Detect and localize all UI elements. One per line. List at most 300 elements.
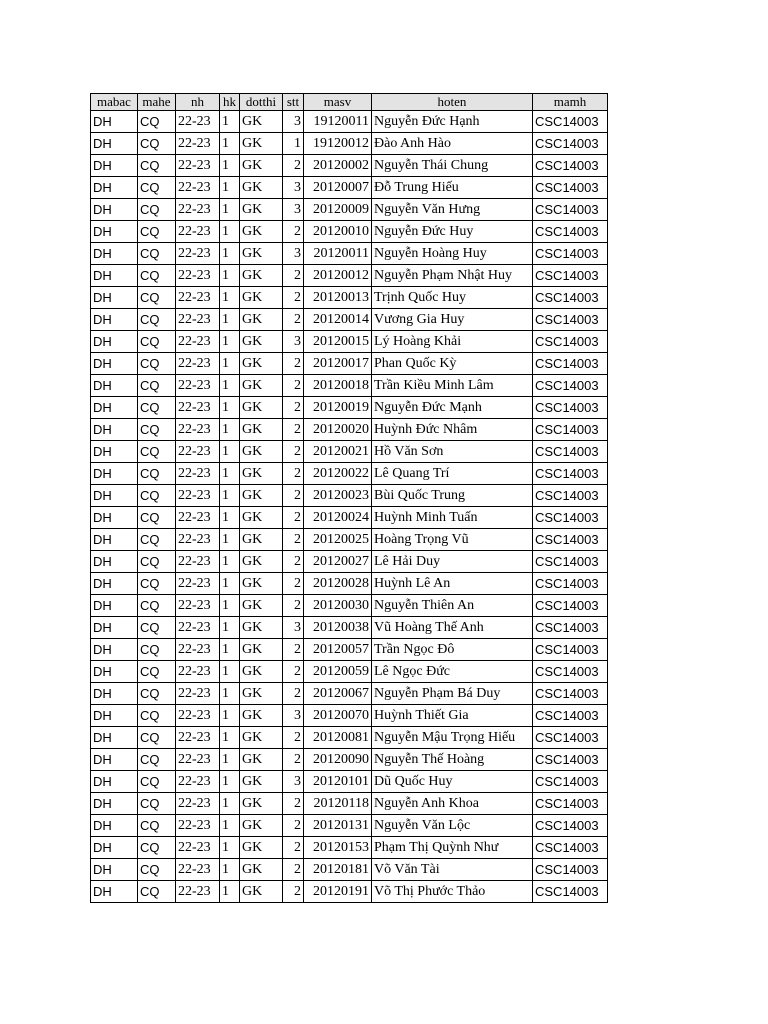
cell-hoten: Dũ Quốc Huy: [372, 771, 533, 793]
cell-dotthi: GK: [240, 309, 283, 331]
cell-masv: 20120030: [304, 595, 372, 617]
cell-dotthi: GK: [240, 397, 283, 419]
cell-stt: 2: [283, 639, 304, 661]
header-stt: stt: [283, 94, 304, 111]
cell-nh: 22-23: [176, 705, 220, 727]
cell-hk: 1: [220, 617, 240, 639]
table-row: [91, 287, 608, 309]
cell-mahe: CQ: [138, 683, 176, 705]
cell-nh: 22-23: [176, 397, 220, 419]
cell-nh: 22-23: [176, 881, 220, 903]
table-row: [91, 881, 608, 903]
cell-masv: 20120057: [304, 639, 372, 661]
cell-stt: 2: [283, 309, 304, 331]
table-row: [91, 837, 608, 859]
cell-hoten: Lý Hoàng Khải: [372, 331, 533, 353]
cell-masv: 20120023: [304, 485, 372, 507]
cell-dotthi: GK: [240, 815, 283, 837]
cell-hk: 1: [220, 771, 240, 793]
cell-mabac: DH: [91, 771, 138, 793]
cell-mamh: CSC14003: [533, 331, 608, 353]
cell-hk: 1: [220, 529, 240, 551]
cell-stt: 3: [283, 617, 304, 639]
cell-nh: 22-23: [176, 419, 220, 441]
cell-masv: 20120012: [304, 265, 372, 287]
cell-stt: 2: [283, 529, 304, 551]
cell-hoten: Nguyễn Đức Huy: [372, 221, 533, 243]
cell-mahe: CQ: [138, 243, 176, 265]
cell-hk: 1: [220, 639, 240, 661]
cell-mahe: CQ: [138, 639, 176, 661]
cell-stt: 2: [283, 507, 304, 529]
cell-mahe: CQ: [138, 133, 176, 155]
cell-dotthi: GK: [240, 771, 283, 793]
cell-mahe: CQ: [138, 705, 176, 727]
cell-dotthi: GK: [240, 111, 283, 133]
header-row: [91, 94, 608, 111]
cell-mamh: CSC14003: [533, 397, 608, 419]
table-row: [91, 199, 608, 221]
cell-nh: 22-23: [176, 859, 220, 881]
cell-mamh: CSC14003: [533, 265, 608, 287]
cell-stt: 2: [283, 793, 304, 815]
cell-mabac: DH: [91, 595, 138, 617]
cell-hk: 1: [220, 111, 240, 133]
cell-mamh: CSC14003: [533, 199, 608, 221]
cell-mabac: DH: [91, 155, 138, 177]
cell-hoten: Lê Hải Duy: [372, 551, 533, 573]
cell-nh: 22-23: [176, 771, 220, 793]
cell-mahe: CQ: [138, 287, 176, 309]
cell-mabac: DH: [91, 837, 138, 859]
cell-nh: 22-23: [176, 639, 220, 661]
cell-mahe: CQ: [138, 859, 176, 881]
cell-hoten: Nguyễn Đức Hạnh: [372, 111, 533, 133]
cell-dotthi: GK: [240, 793, 283, 815]
cell-hoten: Phan Quốc Kỳ: [372, 353, 533, 375]
cell-masv: 20120017: [304, 353, 372, 375]
cell-masv: 20120191: [304, 881, 372, 903]
cell-hk: 1: [220, 177, 240, 199]
cell-hoten: Nguyễn Thế Hoàng: [372, 749, 533, 771]
cell-stt: 3: [283, 771, 304, 793]
cell-mamh: CSC14003: [533, 617, 608, 639]
cell-dotthi: GK: [240, 639, 283, 661]
cell-stt: 2: [283, 397, 304, 419]
cell-mabac: DH: [91, 375, 138, 397]
cell-masv: 20120059: [304, 661, 372, 683]
cell-mamh: CSC14003: [533, 573, 608, 595]
table-row: [91, 793, 608, 815]
header-mamh: mamh: [533, 94, 608, 111]
cell-stt: 2: [283, 573, 304, 595]
cell-mamh: CSC14003: [533, 837, 608, 859]
cell-stt: 2: [283, 661, 304, 683]
cell-dotthi: GK: [240, 177, 283, 199]
cell-masv: 20120013: [304, 287, 372, 309]
cell-mahe: CQ: [138, 595, 176, 617]
cell-stt: 1: [283, 133, 304, 155]
cell-dotthi: GK: [240, 353, 283, 375]
table-row: [91, 771, 608, 793]
cell-hoten: Nguyễn Hoàng Huy: [372, 243, 533, 265]
cell-stt: 3: [283, 705, 304, 727]
cell-hoten: Huỳnh Đức Nhâm: [372, 419, 533, 441]
cell-masv: 20120010: [304, 221, 372, 243]
cell-hoten: Võ Văn Tài: [372, 859, 533, 881]
cell-mamh: CSC14003: [533, 133, 608, 155]
cell-masv: 20120002: [304, 155, 372, 177]
cell-hk: 1: [220, 199, 240, 221]
cell-masv: 20120131: [304, 815, 372, 837]
cell-mamh: CSC14003: [533, 221, 608, 243]
cell-mabac: DH: [91, 111, 138, 133]
cell-mabac: DH: [91, 419, 138, 441]
cell-dotthi: GK: [240, 331, 283, 353]
cell-masv: 20120009: [304, 199, 372, 221]
cell-mabac: DH: [91, 507, 138, 529]
cell-hoten: Trần Ngọc Đô: [372, 639, 533, 661]
cell-mahe: CQ: [138, 815, 176, 837]
cell-stt: 2: [283, 749, 304, 771]
cell-stt: 2: [283, 683, 304, 705]
cell-hk: 1: [220, 683, 240, 705]
cell-mabac: DH: [91, 617, 138, 639]
cell-mahe: CQ: [138, 397, 176, 419]
cell-hk: 1: [220, 243, 240, 265]
cell-mamh: CSC14003: [533, 243, 608, 265]
cell-mahe: CQ: [138, 419, 176, 441]
cell-mahe: CQ: [138, 749, 176, 771]
cell-nh: 22-23: [176, 199, 220, 221]
cell-mamh: CSC14003: [533, 177, 608, 199]
cell-masv: 20120181: [304, 859, 372, 881]
table-row: [91, 419, 608, 441]
cell-stt: 2: [283, 727, 304, 749]
cell-dotthi: GK: [240, 155, 283, 177]
cell-hk: 1: [220, 661, 240, 683]
cell-masv: 20120067: [304, 683, 372, 705]
header-dotthi: dotthi: [240, 94, 283, 111]
cell-mamh: CSC14003: [533, 815, 608, 837]
cell-hoten: Lê Ngọc Đức: [372, 661, 533, 683]
table-row: [91, 243, 608, 265]
cell-hk: 1: [220, 793, 240, 815]
table-row: [91, 177, 608, 199]
cell-stt: 2: [283, 463, 304, 485]
cell-stt: 2: [283, 551, 304, 573]
cell-masv: 20120015: [304, 331, 372, 353]
cell-nh: 22-23: [176, 793, 220, 815]
cell-mabac: DH: [91, 529, 138, 551]
cell-mabac: DH: [91, 441, 138, 463]
cell-hk: 1: [220, 595, 240, 617]
cell-nh: 22-23: [176, 463, 220, 485]
header-masv: masv: [304, 94, 372, 111]
cell-hk: 1: [220, 397, 240, 419]
cell-hk: 1: [220, 705, 240, 727]
table-row: [91, 111, 608, 133]
cell-masv: 20120081: [304, 727, 372, 749]
cell-hoten: Huỳnh Minh Tuấn: [372, 507, 533, 529]
cell-mahe: CQ: [138, 265, 176, 287]
cell-masv: 20120020: [304, 419, 372, 441]
cell-dotthi: GK: [240, 463, 283, 485]
cell-hk: 1: [220, 485, 240, 507]
header-hoten: hoten: [372, 94, 533, 111]
cell-stt: 3: [283, 111, 304, 133]
table-row: [91, 529, 608, 551]
cell-mabac: DH: [91, 639, 138, 661]
cell-mahe: CQ: [138, 661, 176, 683]
cell-dotthi: GK: [240, 705, 283, 727]
cell-mabac: DH: [91, 243, 138, 265]
cell-mamh: CSC14003: [533, 551, 608, 573]
cell-dotthi: GK: [240, 551, 283, 573]
cell-hoten: Hoàng Trọng Vũ: [372, 529, 533, 551]
cell-mamh: CSC14003: [533, 595, 608, 617]
table-row: [91, 661, 608, 683]
cell-mahe: CQ: [138, 617, 176, 639]
cell-mabac: DH: [91, 661, 138, 683]
cell-hk: 1: [220, 155, 240, 177]
cell-dotthi: GK: [240, 265, 283, 287]
cell-mahe: CQ: [138, 837, 176, 859]
cell-nh: 22-23: [176, 309, 220, 331]
cell-mamh: CSC14003: [533, 419, 608, 441]
table-row: [91, 331, 608, 353]
cell-stt: 2: [283, 419, 304, 441]
cell-dotthi: GK: [240, 243, 283, 265]
cell-masv: 20120025: [304, 529, 372, 551]
cell-mahe: CQ: [138, 221, 176, 243]
cell-masv: 20120021: [304, 441, 372, 463]
cell-mabac: DH: [91, 881, 138, 903]
table-row: [91, 595, 608, 617]
cell-nh: 22-23: [176, 375, 220, 397]
cell-masv: 20120014: [304, 309, 372, 331]
cell-nh: 22-23: [176, 749, 220, 771]
cell-hk: 1: [220, 133, 240, 155]
cell-mahe: CQ: [138, 331, 176, 353]
cell-dotthi: GK: [240, 287, 283, 309]
cell-stt: 3: [283, 199, 304, 221]
cell-masv: 20120019: [304, 397, 372, 419]
student-table: [90, 93, 608, 903]
cell-mamh: CSC14003: [533, 353, 608, 375]
cell-stt: 3: [283, 243, 304, 265]
cell-nh: 22-23: [176, 837, 220, 859]
cell-dotthi: GK: [240, 837, 283, 859]
cell-mamh: CSC14003: [533, 859, 608, 881]
cell-dotthi: GK: [240, 529, 283, 551]
table-body: [91, 111, 608, 903]
cell-nh: 22-23: [176, 727, 220, 749]
table-row: [91, 507, 608, 529]
cell-hoten: Hồ Văn Sơn: [372, 441, 533, 463]
table-row: [91, 463, 608, 485]
cell-mamh: CSC14003: [533, 529, 608, 551]
table-row: [91, 221, 608, 243]
cell-nh: 22-23: [176, 155, 220, 177]
cell-masv: 20120028: [304, 573, 372, 595]
table-row: [91, 705, 608, 727]
table-row: [91, 397, 608, 419]
cell-mabac: DH: [91, 199, 138, 221]
table-row: [91, 265, 608, 287]
cell-hoten: Nguyễn Phạm Bá Duy: [372, 683, 533, 705]
cell-dotthi: GK: [240, 617, 283, 639]
cell-mahe: CQ: [138, 199, 176, 221]
cell-hoten: Huỳnh Lê An: [372, 573, 533, 595]
cell-hk: 1: [220, 881, 240, 903]
cell-mamh: CSC14003: [533, 771, 608, 793]
table-row: [91, 573, 608, 595]
cell-dotthi: GK: [240, 133, 283, 155]
cell-mahe: CQ: [138, 177, 176, 199]
cell-mabac: DH: [91, 705, 138, 727]
cell-hoten: Huỳnh Thiết Gia: [372, 705, 533, 727]
cell-dotthi: GK: [240, 749, 283, 771]
cell-stt: 2: [283, 815, 304, 837]
cell-nh: 22-23: [176, 507, 220, 529]
cell-hk: 1: [220, 837, 240, 859]
cell-dotthi: GK: [240, 485, 283, 507]
cell-stt: 3: [283, 177, 304, 199]
cell-mahe: CQ: [138, 155, 176, 177]
cell-nh: 22-23: [176, 441, 220, 463]
cell-hk: 1: [220, 859, 240, 881]
cell-hoten: Nguyễn Phạm Nhật Huy: [372, 265, 533, 287]
cell-mabac: DH: [91, 265, 138, 287]
cell-mabac: DH: [91, 177, 138, 199]
cell-hoten: Vũ Hoàng Thế Anh: [372, 617, 533, 639]
cell-mamh: CSC14003: [533, 111, 608, 133]
table-row: [91, 441, 608, 463]
cell-nh: 22-23: [176, 265, 220, 287]
cell-hk: 1: [220, 287, 240, 309]
cell-dotthi: GK: [240, 221, 283, 243]
cell-mabac: DH: [91, 727, 138, 749]
cell-mamh: CSC14003: [533, 727, 608, 749]
cell-mamh: CSC14003: [533, 661, 608, 683]
cell-stt: 2: [283, 155, 304, 177]
cell-hk: 1: [220, 309, 240, 331]
cell-hoten: Nguyễn Mậu Trọng Hiếu: [372, 727, 533, 749]
cell-mabac: DH: [91, 573, 138, 595]
cell-masv: 20120090: [304, 749, 372, 771]
cell-mahe: CQ: [138, 441, 176, 463]
cell-masv: 20120027: [304, 551, 372, 573]
cell-nh: 22-23: [176, 133, 220, 155]
cell-hk: 1: [220, 331, 240, 353]
cell-nh: 22-23: [176, 661, 220, 683]
cell-dotthi: GK: [240, 881, 283, 903]
cell-mabac: DH: [91, 815, 138, 837]
cell-masv: 20120018: [304, 375, 372, 397]
table-row: [91, 375, 608, 397]
cell-hoten: Bùi Quốc Trung: [372, 485, 533, 507]
cell-hoten: Trần Kiều Minh Lâm: [372, 375, 533, 397]
cell-hoten: Nguyễn Anh Khoa: [372, 793, 533, 815]
cell-mamh: CSC14003: [533, 155, 608, 177]
cell-mamh: CSC14003: [533, 375, 608, 397]
table-row: [91, 485, 608, 507]
cell-hoten: Lê Quang Trí: [372, 463, 533, 485]
table-row: [91, 815, 608, 837]
cell-mabac: DH: [91, 859, 138, 881]
table-row: [91, 353, 608, 375]
cell-mamh: CSC14003: [533, 881, 608, 903]
cell-stt: 2: [283, 287, 304, 309]
cell-dotthi: GK: [240, 661, 283, 683]
cell-nh: 22-23: [176, 287, 220, 309]
cell-hk: 1: [220, 815, 240, 837]
cell-stt: 2: [283, 353, 304, 375]
cell-dotthi: GK: [240, 573, 283, 595]
cell-masv: 20120118: [304, 793, 372, 815]
cell-hk: 1: [220, 375, 240, 397]
cell-mahe: CQ: [138, 111, 176, 133]
cell-mabac: DH: [91, 463, 138, 485]
cell-mabac: DH: [91, 485, 138, 507]
table-row: [91, 859, 608, 881]
cell-mabac: DH: [91, 309, 138, 331]
cell-hk: 1: [220, 221, 240, 243]
cell-dotthi: GK: [240, 683, 283, 705]
cell-mabac: DH: [91, 331, 138, 353]
cell-mamh: CSC14003: [533, 639, 608, 661]
cell-nh: 22-23: [176, 331, 220, 353]
cell-stt: 2: [283, 859, 304, 881]
cell-mabac: DH: [91, 287, 138, 309]
cell-hoten: Nguyễn Văn Hưng: [372, 199, 533, 221]
cell-mahe: CQ: [138, 485, 176, 507]
cell-mahe: CQ: [138, 793, 176, 815]
cell-stt: 2: [283, 221, 304, 243]
cell-mamh: CSC14003: [533, 463, 608, 485]
table-header: [91, 94, 608, 111]
cell-mahe: CQ: [138, 881, 176, 903]
cell-masv: 20120070: [304, 705, 372, 727]
cell-nh: 22-23: [176, 111, 220, 133]
cell-mamh: CSC14003: [533, 793, 608, 815]
cell-mamh: CSC14003: [533, 705, 608, 727]
cell-nh: 22-23: [176, 353, 220, 375]
cell-hk: 1: [220, 749, 240, 771]
cell-nh: 22-23: [176, 243, 220, 265]
cell-mabac: DH: [91, 221, 138, 243]
header-nh: nh: [176, 94, 220, 111]
cell-mamh: CSC14003: [533, 309, 608, 331]
cell-hoten: Nguyễn Đức Mạnh: [372, 397, 533, 419]
cell-masv: 19120011: [304, 111, 372, 133]
cell-stt: 2: [283, 485, 304, 507]
cell-hk: 1: [220, 353, 240, 375]
cell-nh: 22-23: [176, 551, 220, 573]
cell-hk: 1: [220, 573, 240, 595]
cell-dotthi: GK: [240, 859, 283, 881]
cell-mabac: DH: [91, 397, 138, 419]
cell-stt: 2: [283, 837, 304, 859]
cell-hoten: Vương Gia Huy: [372, 309, 533, 331]
cell-stt: 3: [283, 331, 304, 353]
cell-dotthi: GK: [240, 199, 283, 221]
cell-masv: 20120022: [304, 463, 372, 485]
cell-mamh: CSC14003: [533, 507, 608, 529]
cell-mabac: DH: [91, 353, 138, 375]
cell-nh: 22-23: [176, 595, 220, 617]
